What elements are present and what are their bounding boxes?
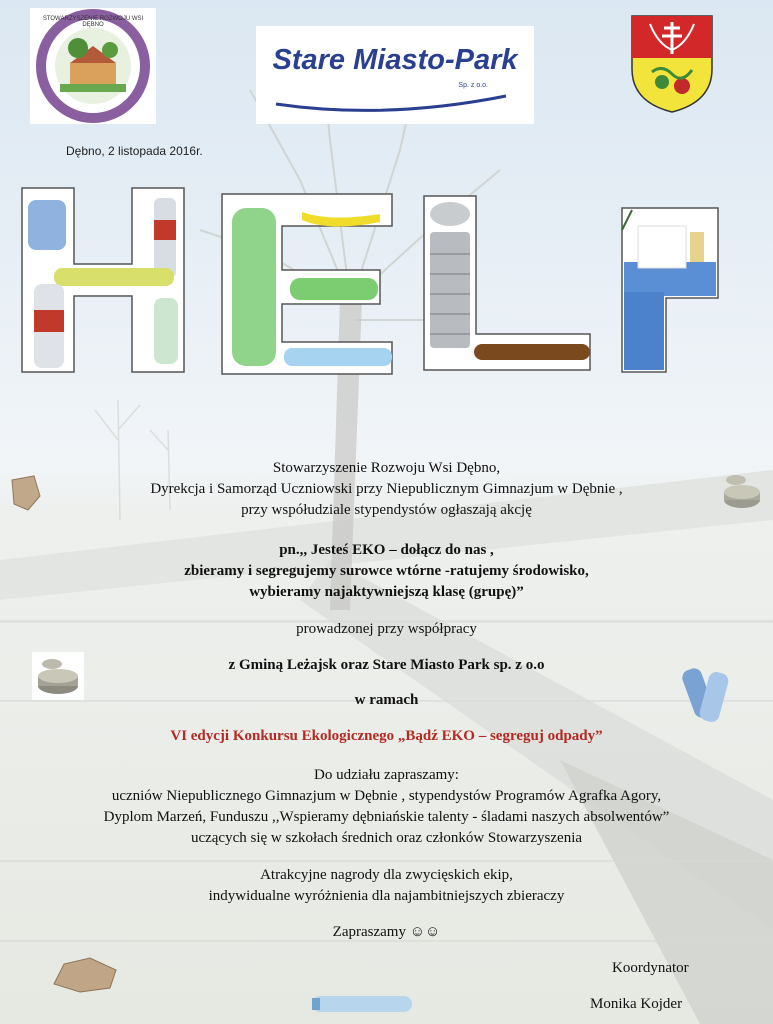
park-logo-sub: Sp. z o.o. [458, 82, 488, 89]
coordinator-label: Koordynator [612, 960, 689, 976]
park-logo [256, 26, 534, 124]
framework-line: w ramach [354, 692, 419, 708]
intro-line: Stowarzyszenie Rozwoju Wsi Dębno, [272, 460, 501, 476]
park-logo-title: Stare Miasto-Park [272, 44, 518, 76]
invite-line: uczących się w szkołach średnich oraz członków Stowarzyszenia [190, 830, 583, 846]
action-title-line: pn.,, Jesteś EKO – dołącz do nas , [279, 542, 494, 558]
crumpled-paper-image [50, 954, 120, 994]
letter-h [20, 186, 188, 376]
contest-title: VI edycji Konkursu Ekologicznego „Bądź EKO – segreguj odpady” [170, 728, 603, 744]
letter-p [620, 206, 722, 376]
coat-of-arms [630, 14, 714, 114]
date-line: Dębno, 2 listopada 2016r. [66, 144, 203, 158]
association-logo-text: STOWARZYSZENIE ROZWOJU WSI DĘBNO [42, 16, 144, 28]
prize-line: indywidualne wyróżnienia dla najambitniejszych zbieraczy [208, 888, 565, 904]
invite-line: Do udziału zapraszamy: [314, 767, 459, 783]
letter-l [422, 194, 594, 374]
intro-line: przy współudziale stypendystów ogłaszają akcję [241, 502, 532, 518]
invite-line: Dyplom Marzeń, Funduszu ,,Wspieramy dębniańskie talenty - śladami naszych absolwentów” [103, 809, 670, 825]
invite-line: uczniów Niepublicznego Gimnazjum w Dębnie , stypendystów Programów Agrafka Agory, [111, 788, 662, 804]
park-logo-swoosh [256, 86, 534, 116]
partners-line: z Gminą Leżajsk oraz Stare Miasto Park sp. z o.o [228, 657, 545, 673]
intro-line: Dyrekcja i Samorząd Uczniowski przy Niepublicznym Gimnazjum w Dębnie , [150, 481, 623, 497]
letter-e [220, 192, 396, 376]
coordinator-name: Monika Kojder [590, 996, 683, 1012]
action-title-line: wybieramy najaktywniejszą klasę (grupę)” [249, 584, 524, 600]
prize-line: Atrakcyjne nagrody dla zwycięskich ekip, [260, 867, 513, 883]
cooperation-line: prowadzonej przy współpracy [296, 621, 477, 637]
plastic-bottle-image [308, 990, 418, 1018]
closing-line: Zapraszamy ☺☺ [332, 924, 441, 940]
action-title-line: zbieramy i segregujemy surowce wtórne -ratujemy środowisko, [184, 563, 589, 579]
